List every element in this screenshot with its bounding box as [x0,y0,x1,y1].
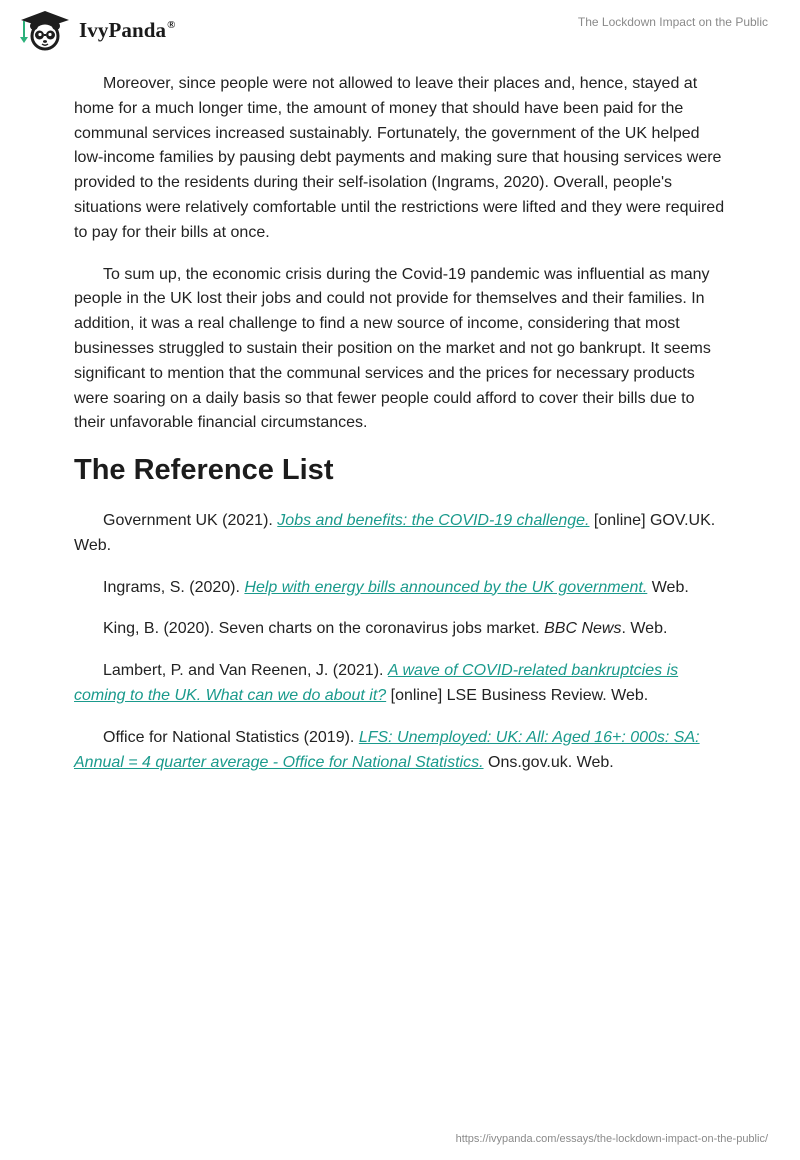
reference-item: Ingrams, S. (2020). Help with energy bills announced by the UK government. Web. [103,578,689,596]
panda-graduation-icon [15,9,75,51]
reference-link[interactable]: A wave of COVID-related bankruptcies is coming to the UK. What can we do about it? [74,662,679,704]
reference-list-heading: The Reference List [74,454,334,487]
reference-link[interactable]: Help with energy bills announced by the UK government. [244,578,648,596]
reference-item: King, B. (2020). Seven charts on the coronavirus jobs market. BBC News. Web. [103,620,668,638]
page-url[interactable]: https://ivypanda.com/essays/the-lockdown-impact-on-the-public/ [455,1133,768,1145]
reference-item: Office for National Statistics (2019). LFS: Unemployed: UK: All: Aged 16+: 000s: SA: Annual = 4 quarter average - Office for National Statistics. Ons.gov.uk. Web. [74,728,700,771]
page-header [0,0,800,64]
reference-item: Lambert, P. and Van Reenen, J. (2021). A wave of COVID-related bankruptcies is coming to the UK. What can we do about it? [online] LSE Business Review. Web. [74,662,679,704]
essay-content [74,72,730,792]
body-paragraph: To sum up, the economic crisis during the Covid-19 pandemic was influential as many people in the UK lost their jobs and could not provide for themselves and their families. In addition, it was a real challenge to find a new source of income, considering that most businesses struggled to sustain their position on the market and not go bankrupt. It seems significant to mention that the communal services and the prices for necessary products were soaring on a daily basis so that fewer people could afford to cover their bills due to their unfavorable financial circumstances. [74,265,711,432]
reference-source: BBC News [544,620,622,638]
body-paragraph: Moreover, since people were not allowed to leave their places and, hence, stayed at home for a much longer time, the amount of money that should have been paid for the communal services increased sustainably. Fortunately, the government of the UK helped low-income families by pausing debt payments and making sure that housing services were provided to the residents during their self-isolation (Ingrams, 2020). Overall, people's situations were relatively comfortable until the restrictions were lifted and they were required to pay for their bills at once. [74,75,725,241]
reference-link[interactable]: LFS: Unemployed: UK: All: Aged 16+: 000s: SA: Annual = 4 quarter average - Office for National Statistics. [74,728,700,771]
brand-name: IvyPanda® [79,17,176,42]
ivypanda-logo[interactable] [15,9,176,51]
running-title: The Lockdown Impact on the Public [577,15,768,29]
reference-item: Government UK (2021). Jobs and benefits: the COVID-19 challenge. [online] GOV.UK. Web. [74,511,716,554]
reference-link[interactable]: Jobs and benefits: the COVID-19 challenge. [277,511,590,529]
